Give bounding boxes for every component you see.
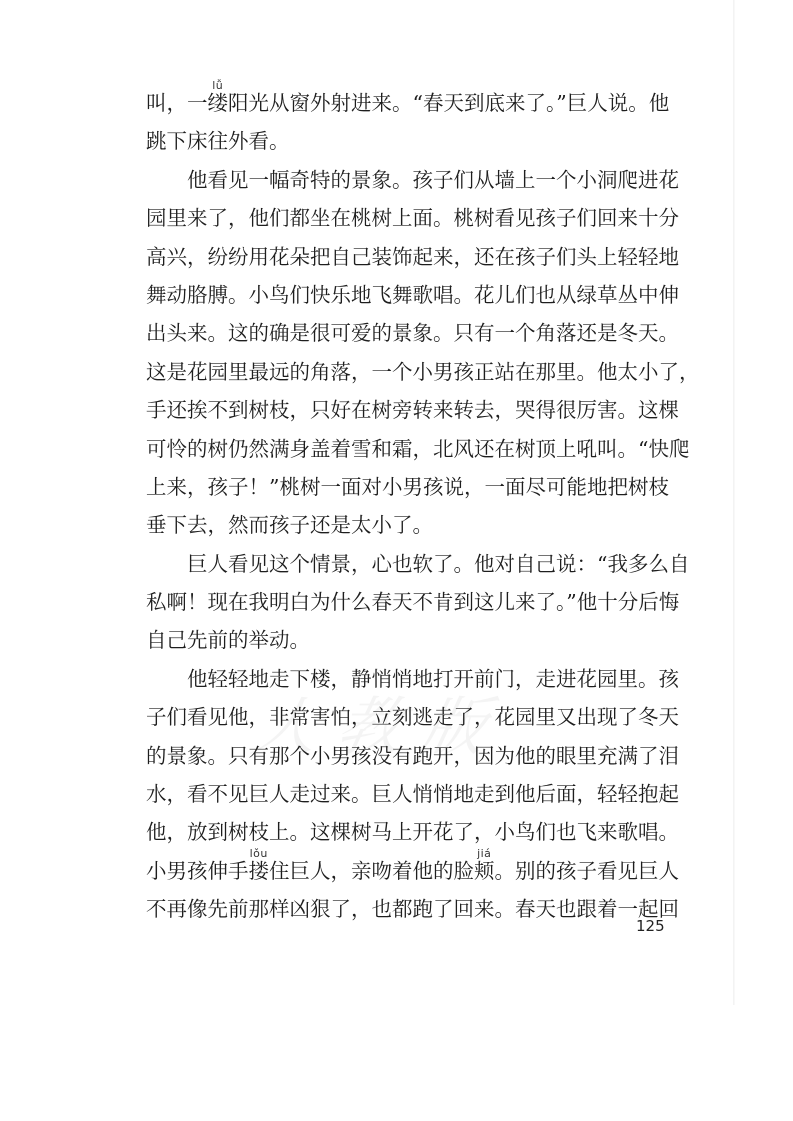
text-segment: 可怜的树仍然满身盖着雪和霜，北风还在树顶上吼叫。“快爬	[146, 436, 690, 461]
text-line	[146, 545, 690, 583]
text-line	[146, 122, 666, 160]
text-line	[146, 199, 679, 237]
text-segment: 阳光从窗外射进来。“春天到底来了。”巨人说。他	[228, 91, 670, 115]
text-segment: 高兴，纷纷用花朵把自己装饰起来，还在孩子们头上轻轻地	[146, 244, 679, 269]
text-line	[146, 314, 679, 352]
pinyin-annotation: lǚ	[212, 79, 224, 92]
annotated-character	[248, 846, 270, 883]
text-segment: 小男孩伸手	[146, 858, 249, 883]
story-text	[146, 79, 700, 929]
text-line	[146, 737, 679, 775]
text-line	[146, 353, 700, 391]
text-line	[146, 775, 679, 813]
text-line	[146, 79, 670, 122]
text-line	[146, 698, 679, 736]
text-segment: 住巨人，亲吻着他的脸	[269, 858, 474, 883]
text-segment: 他，放到树枝上。这棵树马上开花了，小鸟们也飞来歌唱。	[146, 820, 679, 845]
text-segment: 自己先前的举动。	[146, 628, 310, 653]
text-segment: 上来，孩子！”桃树一面对小男孩说，一面尽可能地把树枝	[146, 474, 669, 499]
text-segment: 垂下去，然而孩子还是太小了。	[146, 513, 433, 538]
text-line	[146, 621, 666, 659]
text-segment: 私啊！现在我明白为什么春天不肯到这儿来了。”他十分后悔	[146, 590, 680, 615]
annotated-character-text: 搂	[248, 858, 269, 883]
annotated-character-text: 缕	[207, 91, 228, 115]
text-line	[146, 161, 679, 199]
text-line	[146, 813, 679, 851]
text-line	[146, 890, 679, 928]
page-edge-shadow	[733, 0, 735, 1005]
text-segment: 这是花园里最远的角落，一个小男孩正站在那里。他太小了，	[146, 359, 700, 384]
pinyin-annotation: lǒu	[249, 846, 268, 860]
text-segment: 出头来。这的确是很可爱的景象。只有一个角落还是冬天。	[146, 321, 679, 346]
text-line	[146, 430, 690, 468]
text-line	[146, 238, 679, 276]
page-number: 125	[636, 917, 665, 935]
text-segment: 他轻轻地走下楼，静悄悄地打开前门，走进花园里。孩	[187, 666, 679, 691]
text-segment: 跳下床往外看。	[146, 129, 290, 154]
annotated-character	[207, 79, 229, 115]
text-segment: 子们看见他，非常害怕，立刻逃走了，花园里又出现了冬天	[146, 705, 679, 730]
text-line	[146, 660, 679, 698]
text-segment: 的景象。只有那个小男孩没有跑开，因为他的眼里充满了泪	[146, 743, 679, 768]
text-segment: 手还挨不到树枝，只好在树旁转来转去，哭得很厉害。这棵	[146, 398, 679, 423]
text-segment: 园里来了，他们都坐在桃树上面。桃树看见孩子们回来十分	[146, 206, 679, 231]
annotated-character	[474, 846, 495, 883]
text-line	[146, 468, 669, 506]
text-segment: 巨人看见这个情景，心也软了。他对自己说：“我多么自	[187, 551, 690, 576]
text-segment: 。别的孩子看见巨人	[494, 858, 679, 883]
text-line	[146, 506, 666, 544]
pinyin-annotation: jiá	[477, 846, 492, 860]
text-segment: 舞动胳膊。小鸟们快乐地飞舞歌唱。花儿们也从绿草丛中伸	[146, 282, 679, 307]
text-segment: 他看见一幅奇特的景象。孩子们从墙上一个小洞爬进花	[187, 167, 679, 192]
annotated-character-text: 颊	[474, 858, 495, 883]
text-line	[146, 276, 679, 314]
text-line	[146, 846, 679, 890]
text-segment: 叫，一	[146, 91, 208, 115]
text-segment: 不再像先前那样凶狠了，也都跑了回来。春天也跟着一起回	[146, 897, 679, 922]
text-segment: 水，看不见巨人走过来。巨人悄悄地走到他后面，轻轻抱起	[146, 782, 679, 807]
text-line	[146, 391, 679, 429]
text-line	[146, 583, 680, 621]
